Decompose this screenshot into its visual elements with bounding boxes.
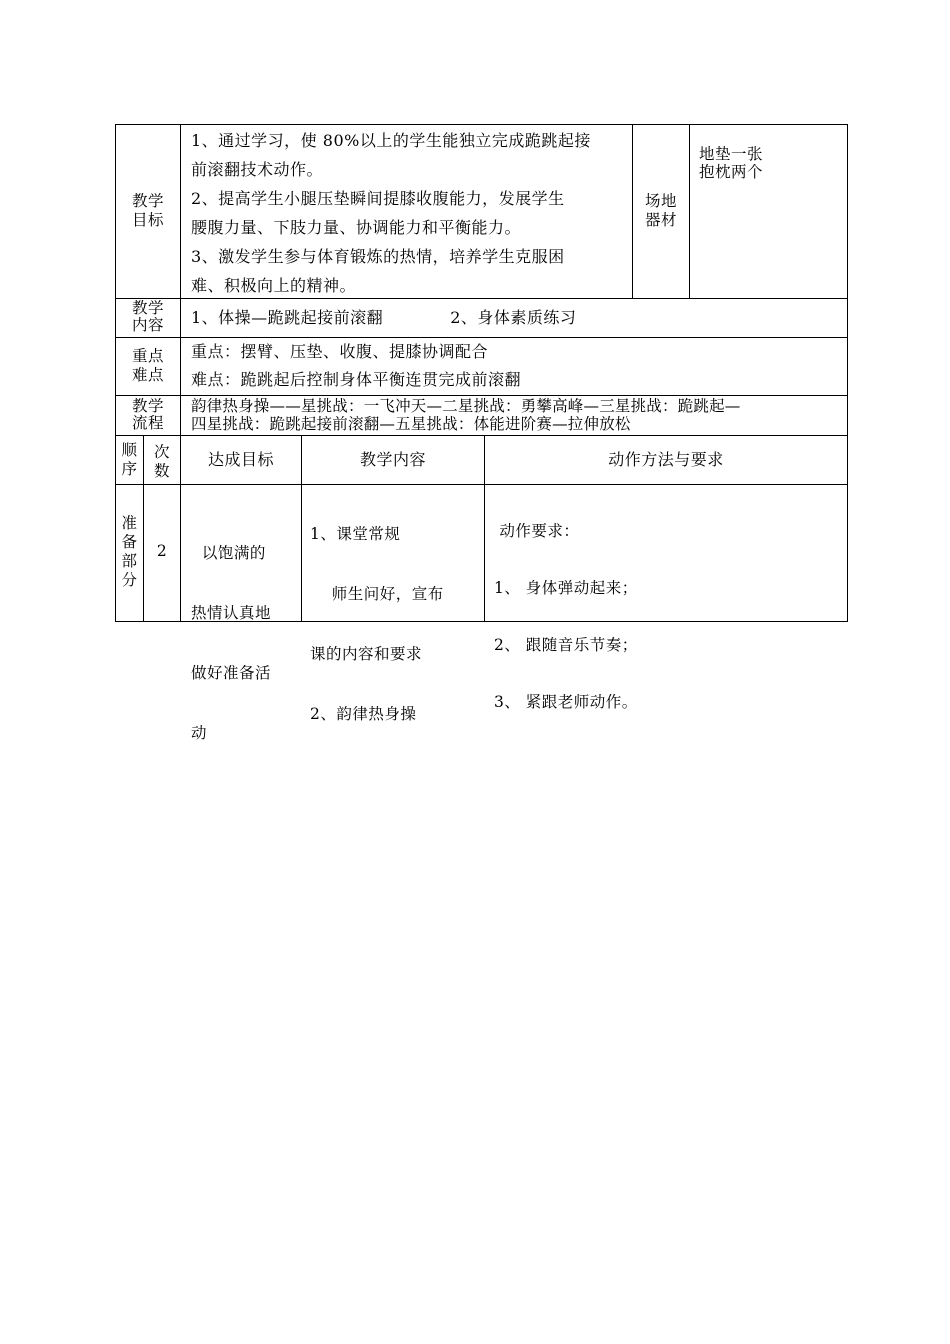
keypoints-label: 重点 难点: [131, 347, 164, 384]
header-count: 次 数: [153, 443, 170, 480]
goals-label: 教学 目标: [131, 192, 164, 229]
table-border-top: [115, 124, 848, 125]
row-divider: [115, 484, 848, 485]
column-divider: [180, 124, 181, 622]
row-divider: [115, 395, 848, 396]
table-border-right: [847, 124, 848, 622]
header-content: 教学内容: [359, 450, 426, 469]
header-goal: 达成目标: [207, 450, 274, 469]
prep-count: 2: [156, 542, 168, 560]
column-divider: [689, 124, 690, 299]
goals-text: 1、通过学习，使 80%以上的学生能独立完成跪跳起接 前滚翻技术动作。 2、提高学生小腿压垫瞬间提膝收腹能力，发展学生 腰腹力量、下肢力量、协调能力和平衡能力。 3、激发学生参与体育锻炼的热情，培养学生克服困 难、积极向上的精神。: [191, 131, 591, 295]
keypoints-text: 重点：摆臂、压垫、收腹、提膝协调配合 难点：跪跳起后控制身体平衡连贯完成前滚翻: [191, 342, 522, 389]
header-method: 动作方法与要求: [608, 450, 724, 469]
equipment-label: 场地 器材: [644, 192, 677, 229]
header-order: 顺 序: [121, 441, 138, 478]
prep-content: 1、课堂常规 师生问好，宣布 课的内容和要求 2、韵律热身操: [310, 525, 444, 723]
row-divider: [115, 435, 848, 436]
content-text: 1、体操—跪跳起接前滚翻 2、身体素质练习: [191, 308, 577, 327]
content-label: 教学 内容: [131, 299, 164, 334]
prep-goal: 以饱满的 热情认真地 做好准备活 动: [191, 544, 272, 742]
prep-section-label: 准 备 部 分: [121, 514, 138, 589]
flow-text: 韵律热身操——星挑战：一飞冲天—二星挑战：勇攀高峰—三星挑战：跪跳起— 四星挑战：跪跳起接前滚翻—五星挑战：体能进阶赛—拉伸放松: [191, 397, 741, 433]
prep-method: 动作要求： 1、 身体弹动起来； 2、 跟随音乐节奏； 3、 紧跟老师动作。: [494, 522, 638, 711]
flow-label: 教学 流程: [131, 397, 164, 432]
equipment-text: 地垫一张 抱枕两个: [699, 145, 764, 181]
